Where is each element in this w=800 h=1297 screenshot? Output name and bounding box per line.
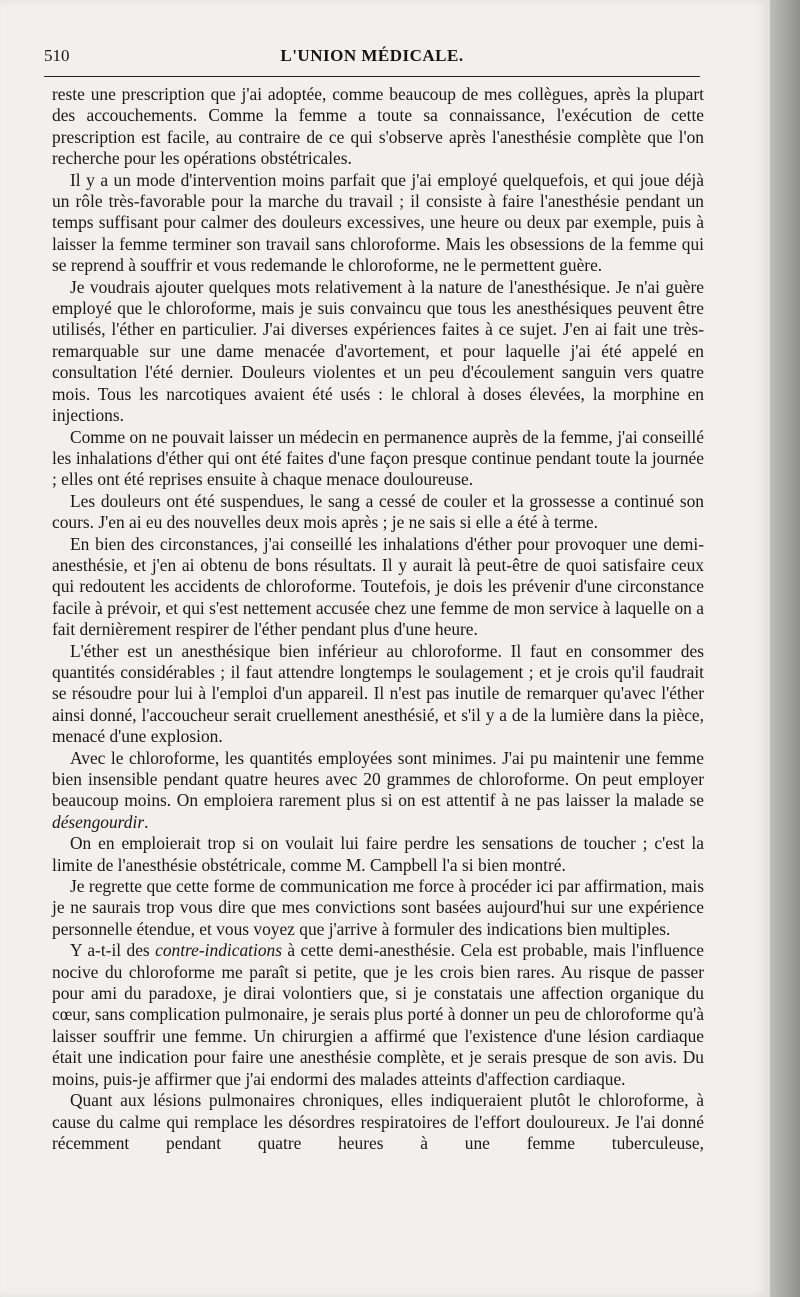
journal-title: L'UNION MÉDICALE. [280, 46, 464, 65]
paragraph [52, 84, 704, 170]
page-number: 510 [44, 46, 70, 65]
paragraph [52, 170, 704, 277]
text-run: . [144, 811, 149, 832]
text-run: Je regrette que cette forme de communication me force à procéder ici par affirmation, mais je ne saurais trop vous dire que mes convictions sont basées aujourd'hui sur une expérience personnelle étendue, et vous voyez que j'arrive à formuler des indications bien multiples. [52, 876, 704, 939]
text-run: reste une prescription que j'ai adoptée, comme beaucoup de mes collègues, après la plupart des accouchements. Comme la femme a toute sa connaissance, l'exécution de cette prescription est facile, au contraire de ce qui s'observe après l'anesthésie complète que l'on recherche pour les opérations obstétricales. [52, 84, 704, 169]
text-run: Il y a un mode d'intervention moins parfait que j'ai employé quelquefois, et qui joue déjà un rôle très-favorable pour la marche du travail ; il consiste à faire l'anesthésie pendant un temps suffisant pour calmer des douleurs excessives, une heure ou deux par exemple, puis à laisser la femme terminer son travail sans chloroforme. Mais les obsessions de la femme qui se reprend à souffrir et vous redemande le chloroforme, ne le permettent guère. [52, 169, 704, 276]
text-run: Comme on ne pouvait laisser un médecin en permanence auprès de la femme, j'ai conseillé les inhalations d'éther qui ont été faites d'une façon presque continue pendant toute la journée ; elles ont été reprises ensuite à chaque menace douloureuse. [52, 426, 704, 490]
text-run: Je voudrais ajouter quelques mots relativement à la nature de l'anesthésique. Je n'ai guère employé que le chloroforme, mais je suis convaincu que tous les anesthésiques peuvent être utilisés, l'éther en particulier. J'ai diverses expériences faites à ce sujet. J'en ai fait une très-remarquable sur une dame menacée d'avortement, et pour laquelle j'ai été appelé en consultation l'été dernier. Douleurs violentes et un peu d'écoulement sanguin vers quatre mois. Tous les narcotiques avaient été usés : le chloral à doses élevées, la morphine en injections. [52, 276, 704, 426]
paragraph [52, 1090, 704, 1154]
paragraph [52, 641, 704, 748]
paragraph [52, 748, 704, 834]
header-rule [44, 76, 700, 77]
paragraph [52, 940, 704, 1090]
paragraph [52, 491, 704, 534]
paragraph [52, 427, 704, 491]
paragraph [52, 876, 704, 940]
page-edge [770, 0, 800, 1297]
text-run: On en emploierait trop si on voulait lui faire perdre les sensations de toucher ; c'est la limite de l'anesthésie obstétricale, comme M. Campbell l'a si bien montré. [52, 833, 704, 875]
paragraph [52, 277, 704, 427]
text-run: Y a-t-il des [70, 940, 156, 961]
paragraph [52, 833, 704, 876]
text-run: Les douleurs ont été suspendues, le sang a cessé de couler et la grossesse a continué son cours. J'en ai eu des nouvelles deux mois après ; je ne sais si elle a été à terme. [52, 490, 704, 533]
text-run: L'éther est un anesthésique bien inférieur au chloroforme. Il faut en consommer des quantités considérables ; il faut attendre longtemps le soulagement ; et je crois qu'il faudrait se résoudre pour lui à l'emploi d'un appareil. Il n'est pas inutile de remarquer qu'avec l'éther ainsi donné, l'accoucheur serait cruellement anesthésié, et s'il y a de la lumière dans la pièce, menacé d'une explosion. [52, 640, 704, 747]
text-run: Quant aux lésions pulmonaires chroniques, elles indiqueraient plutôt le chloroforme, à cause du calme qui remplace les désordres respiratoires de l'effort douloureux. Je l'ai donné récemment pendant quatre heures à une femme tuberculeuse, [52, 1090, 704, 1153]
article-body [52, 84, 704, 1154]
italic-term: désengourdir [52, 811, 145, 832]
running-header [44, 44, 700, 70]
text-run: à cette demi-anesthésie. Cela est probable, mais l'influence nocive du chloroforme me paraît si petite, que je les crois bien rares. Au risque de passer pour ami du paradoxe, je dirai volontiers que, si je constatais une affection organique du cœur, sans complication pulmonaire, je serais plus porté à donner un peu de chloroforme qu'à laisser souffrir une femme. Un chirurgien a affirmé que l'existence d'une lésion cardiaque était une indication pour faire une anesthésie complète, et je serais presque de son avis. Du moins, puis-je affirmer que j'ai endormi des malades atteints d'affection cardiaque. [52, 940, 704, 1089]
text-run: Avec le chloroforme, les quantités employées sont minimes. J'ai pu maintenir une femme bien insensible pendant quatre heures avec 20 grammes de chloroforme. On peut employer beaucoup moins. On emploiera rarement plus si on est attentif à ne pas laisser la malade se [52, 747, 704, 811]
italic-term: contre-indications [155, 940, 282, 961]
text-run: En bien des circonstances, j'ai conseillé les inhalations d'éther pour provoquer une demi-anesthésie, et j'en ai obtenu de bons résultats. Il y aurait là peut-être de quoi satisfaire ceux qui redoutent les accidents de chloroforme. Toutefois, je dois les prévenir d'une circonstance facile à prévoir, et qui s'est nettement accusée chez une femme de mon service à laquelle on a fait dernièrement respirer de l'éther pendant plus d'une heure. [52, 533, 704, 640]
paragraph [52, 534, 704, 641]
